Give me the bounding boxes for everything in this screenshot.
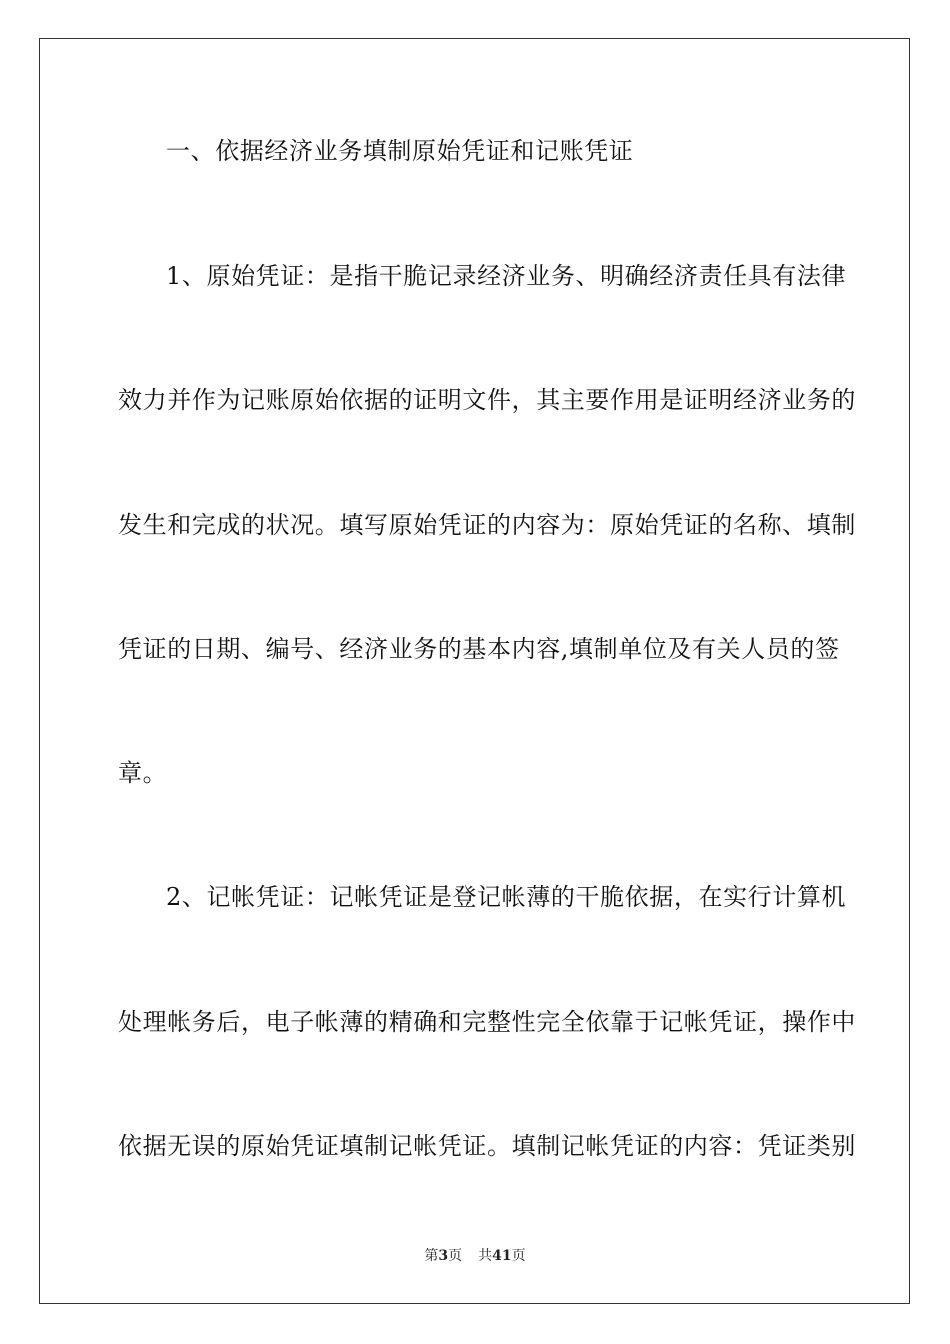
- page-number-label: 第3页: [424, 1248, 463, 1264]
- paragraph-line: 章。: [118, 759, 168, 787]
- paragraph-line: 1、原始凭证：是指干脆记录经济业务、明确经济责任具有法律: [166, 262, 847, 290]
- paragraph-line: 依据无误的原始凭证填制记帐凭证。填制记帐凭证的内容：凭证类别: [118, 1132, 856, 1160]
- section-heading: 一、依据经济业务填制原始凭证和记账凭证: [166, 137, 634, 165]
- paragraph-line: 效力并作为记账原始依据的证明文件，其主要作用是证明经济业务的: [118, 386, 856, 414]
- paragraph-line: 发生和完成的状况。填写原始凭证的内容为：原始凭证的名称、填制: [118, 511, 856, 539]
- paragraph-line: 处理帐务后，电子帐薄的精确和完整性完全依靠于记帐凭证，操作中: [118, 1008, 856, 1036]
- paragraph-line: 凭证的日期、编号、经济业务的基本内容,填制单位及有关人员的签: [118, 635, 840, 663]
- paragraph-line: 2、记帐凭证：记帐凭证是登记帐薄的干脆依据，在实行计算机: [166, 883, 847, 911]
- page-border: [39, 38, 910, 1304]
- page-footer: [0, 1247, 950, 1265]
- total-pages-label: 共41页: [478, 1248, 526, 1264]
